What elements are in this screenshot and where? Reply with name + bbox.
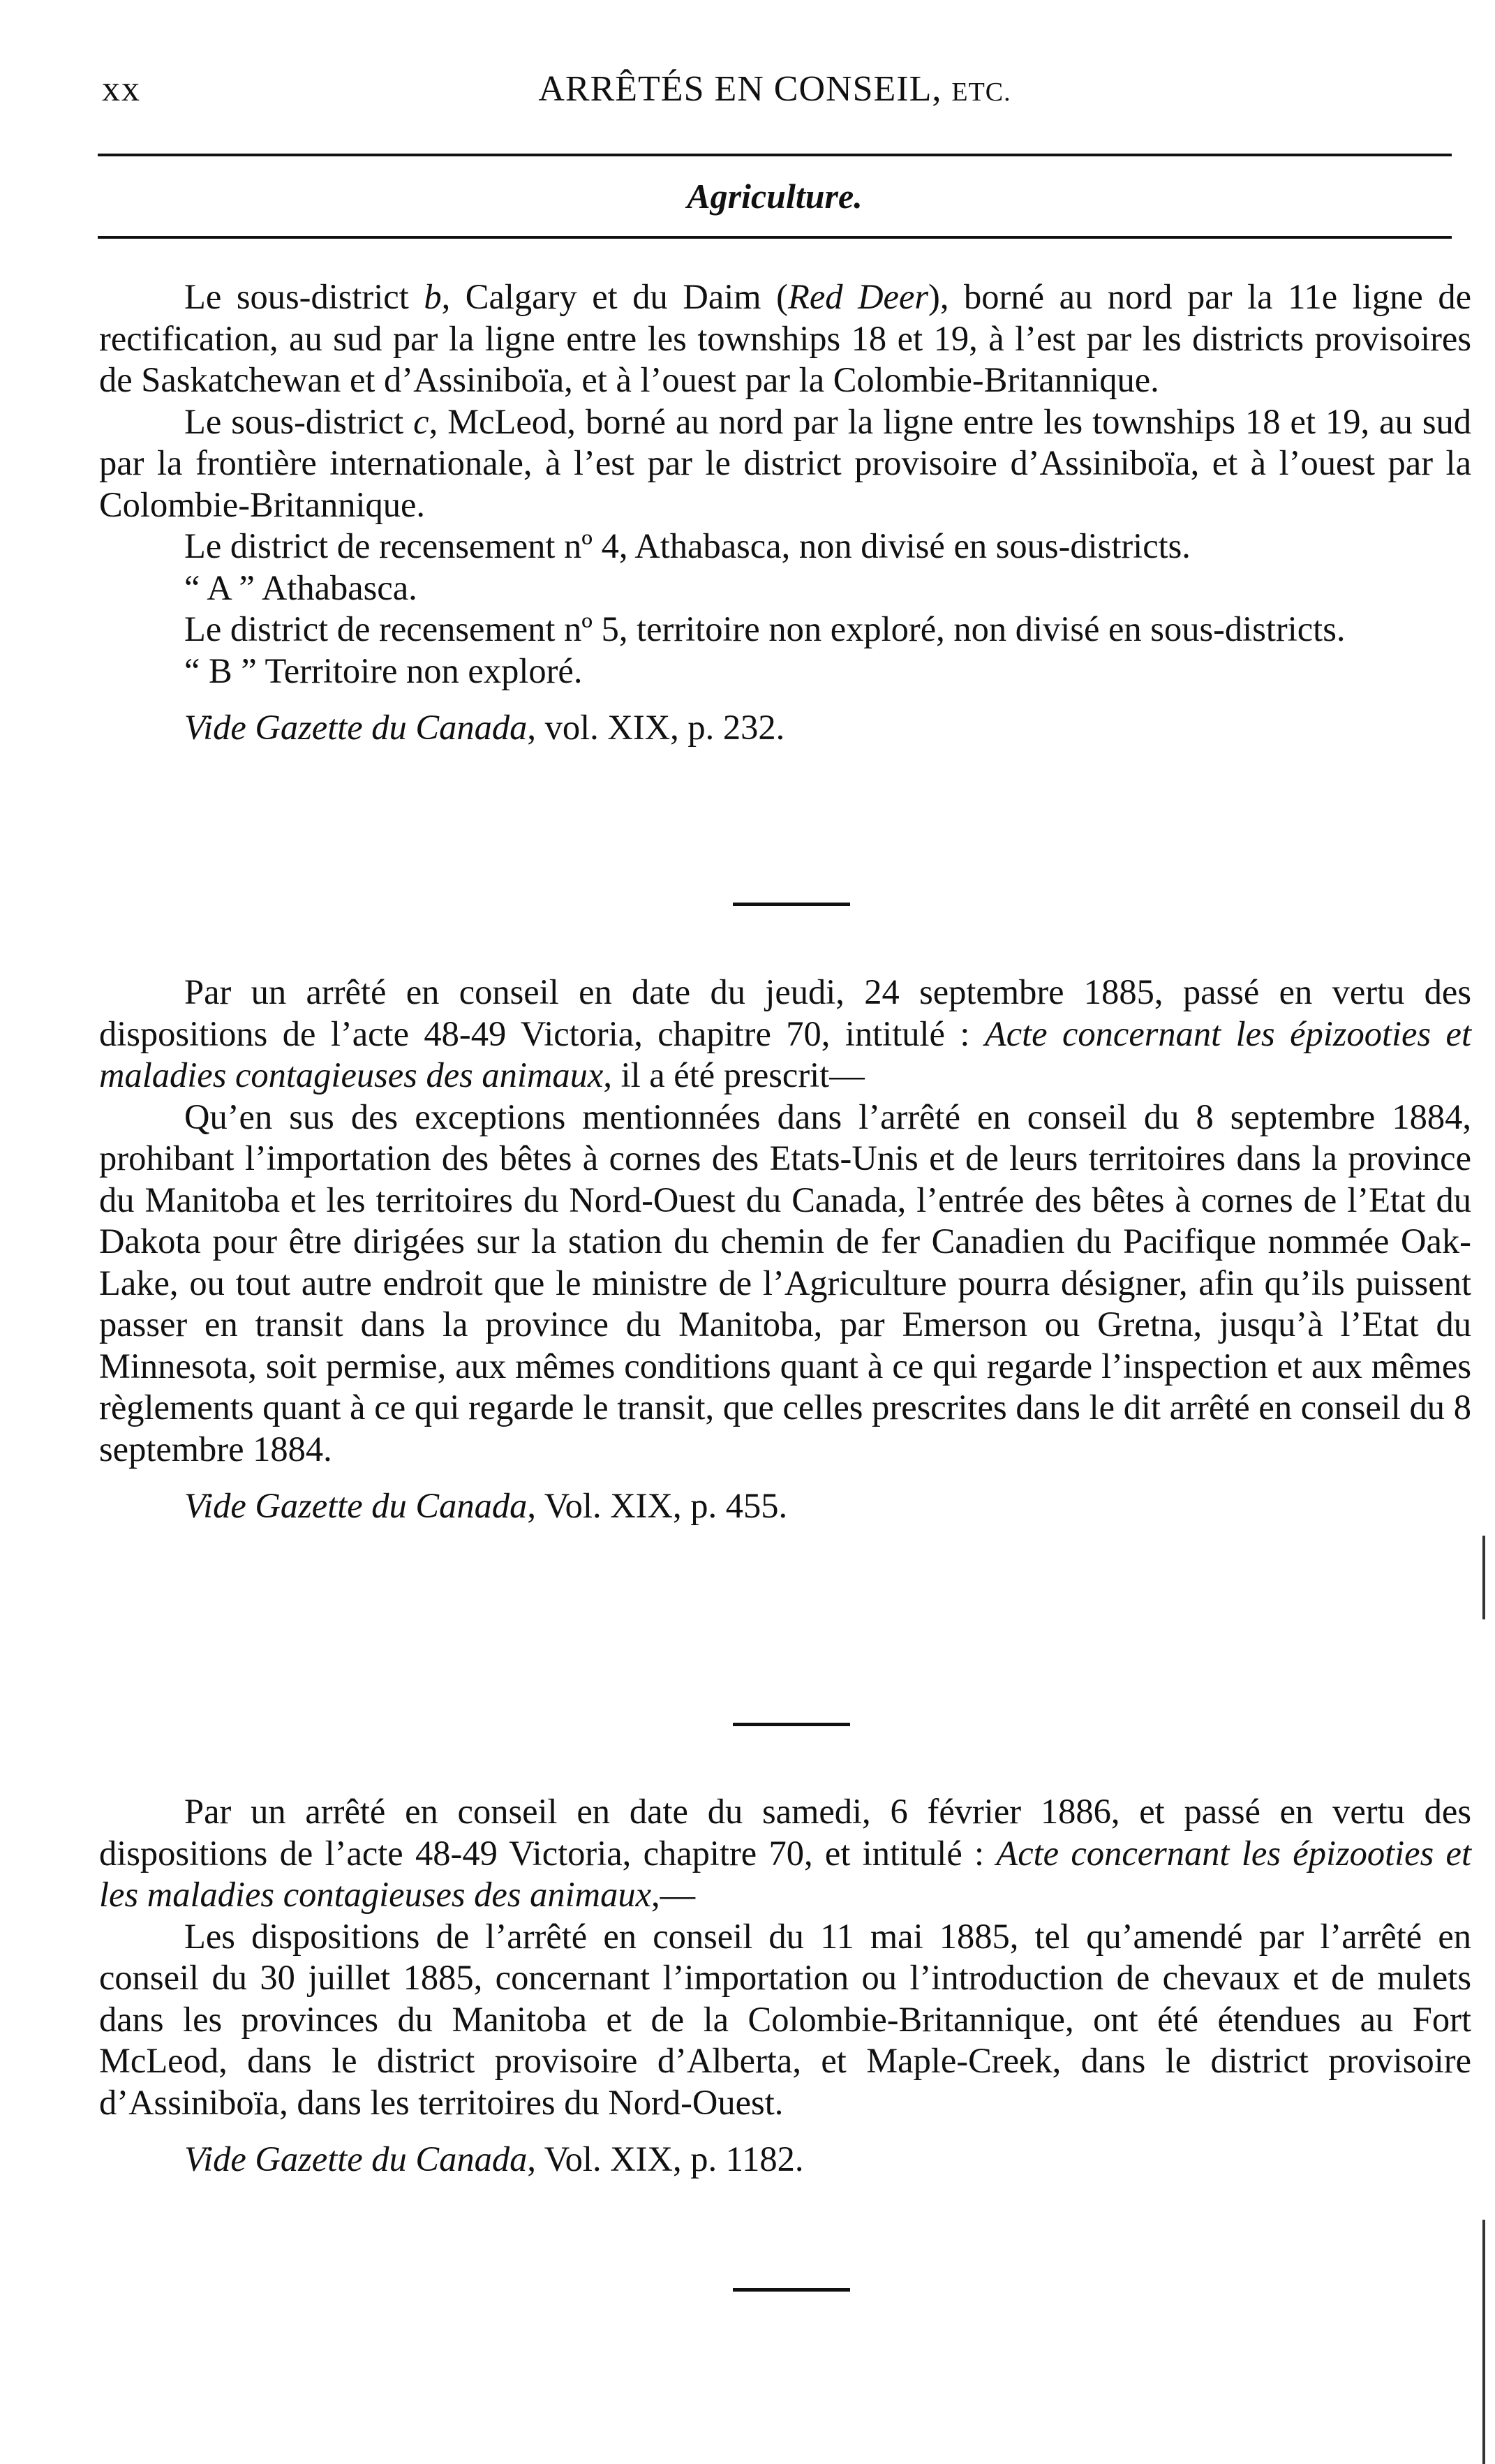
text-run: , il a été prescrit— <box>603 1055 865 1094</box>
page-header <box>98 68 1452 117</box>
text-run-italic: b <box>424 277 442 316</box>
text-run: Par un arrêté en conseil en date du samedi, 6 février 1886, et passé en vertu des dispositions de l’acte 48-49 Victoria, chapitre 70, et intitulé : <box>99 1792 1471 1873</box>
gazette-title: Vide Gazette du Canada <box>184 708 528 747</box>
text-run: , McLeod, borné au nord par la ligne entre les townships 18 et 19, au sud par la frontière internationale, à l’est par le district provisoire d’Assiniboïa, et à l’ouest par la Colombie-Britannique. <box>99 401 1471 524</box>
text-run: ,— <box>651 1875 696 1914</box>
gazette-title: Vide Gazette du Canada <box>184 1486 528 1525</box>
order-in-council-1885 <box>99 972 1471 1527</box>
gazette-title: Vide Gazette du Canada <box>184 2139 528 2179</box>
paragraph: Le district de recensement nº 5, territoire non exploré, non divisé en sous-districts. <box>184 609 1346 648</box>
text-run: ), borné au nord par la 11e ligne de rectification, au sud par la ligne entre les townships 18 et 19, à l’est par les districts provisoires de Saskatchewan et d’Assiniboïa, et à l’ouest par la Colombie-Britannique. <box>99 277 1472 399</box>
section-title: Agriculture. <box>687 177 863 216</box>
section-separator <box>733 1723 850 1726</box>
paragraph: Les dispositions de l’arrêté en conseil du 11 mai 1885, tel qu’amendé par l’arrêté en conseil du 30 juillet 1885, concernant l’importation ou l’introduction de chevaux et de mulets dans les provinces du Manitoba et de la Colombie-Britannique, ont été étendues au Fort McLeod, dans le district provisoire d’Alberta, et Maple-Creek, dans le district provisoire d’Assiniboïa, dans les territoires du Nord-Ouest. <box>99 1916 1471 2122</box>
running-title-main: ARRÊTÉS EN CONSEIL, <box>538 69 942 109</box>
paragraph <box>99 1791 1471 1916</box>
text-run-italic: Red Deer <box>787 277 929 316</box>
gazette-citation: , vol. XIX, p. 232. <box>527 708 785 747</box>
paragraph: Qu’en sus des exceptions mentionnées dans l’arrêté en conseil du 8 septembre 1884, prohibant l’importation des bêtes à cornes des Etats-Unis et de leurs territoires dans la province du Manitoba et les territoires du Nord-Ouest du Canada, l’entrée des bêtes à cornes de l’Etat du Dakota pour être dirigées sur la station du chemin de fer Canadien du Pacifique nommée Oak-Lake, ou tout autre endroit que le ministre de l’Agriculture pourra désigner, afin qu’ils puissent passer en transit dans la province du Manitoba, par Emerson ou Gretna, jusqu’à l’Etat du Minnesota, soit permise, aux mêmes conditions quant à ce qui regarde l’inspection et aux mêmes règlements quant à ce qui regarde le transit, que celles prescrites dans le dit arrêté en conseil du 8 septembre 1884. <box>99 1097 1471 1469</box>
gazette-citation: , Vol. XIX, p. 1182. <box>527 2139 804 2179</box>
section-separator <box>733 2288 850 2292</box>
gazette-reference <box>99 707 1471 749</box>
text-run: , Calgary et du Daim ( <box>441 277 788 316</box>
paragraph: Le district de recensement nº 4, Athabasca, non divisé en sous-districts. <box>184 526 1191 565</box>
header-rule-bottom <box>98 236 1452 239</box>
act-title: Acte concernant les épizooties et les maladies contagieuses des animaux <box>99 1833 1472 1914</box>
running-title-small: ETC. <box>951 77 1011 107</box>
margin-binding-mark <box>1482 2220 1485 2464</box>
text-run: Par un arrêté en conseil en date du jeudi, 24 septembre 1885, passé en vertu des dispositions de l’acte 48-49 Victoria, chapitre 70, intitulé : <box>99 972 1471 1053</box>
header-rule-top <box>98 154 1452 156</box>
running-title <box>98 68 1452 110</box>
paragraph <box>99 972 1471 1097</box>
paragraph: “ B ” Territoire non exploré. <box>184 651 583 690</box>
section-separator <box>733 903 850 906</box>
page-number: xx <box>102 69 141 109</box>
census-districts-section <box>99 276 1471 749</box>
paragraph <box>99 276 1471 401</box>
act-title: Acte concernant les épizooties et maladies contagieuses des animaux <box>99 1014 1471 1094</box>
paragraph <box>99 401 1471 526</box>
text-run: Le sous-district <box>184 401 414 441</box>
text-run-italic: c <box>413 401 429 441</box>
margin-binding-mark <box>1482 1536 1485 1619</box>
text-run: Le sous-district <box>184 277 424 316</box>
order-in-council-1886 <box>99 1791 1471 2181</box>
gazette-citation: , Vol. XIX, p. 455. <box>527 1486 788 1525</box>
gazette-reference <box>99 2139 1471 2181</box>
gazette-reference <box>99 1485 1471 1527</box>
paragraph: “ A ” Athabasca. <box>184 567 417 607</box>
